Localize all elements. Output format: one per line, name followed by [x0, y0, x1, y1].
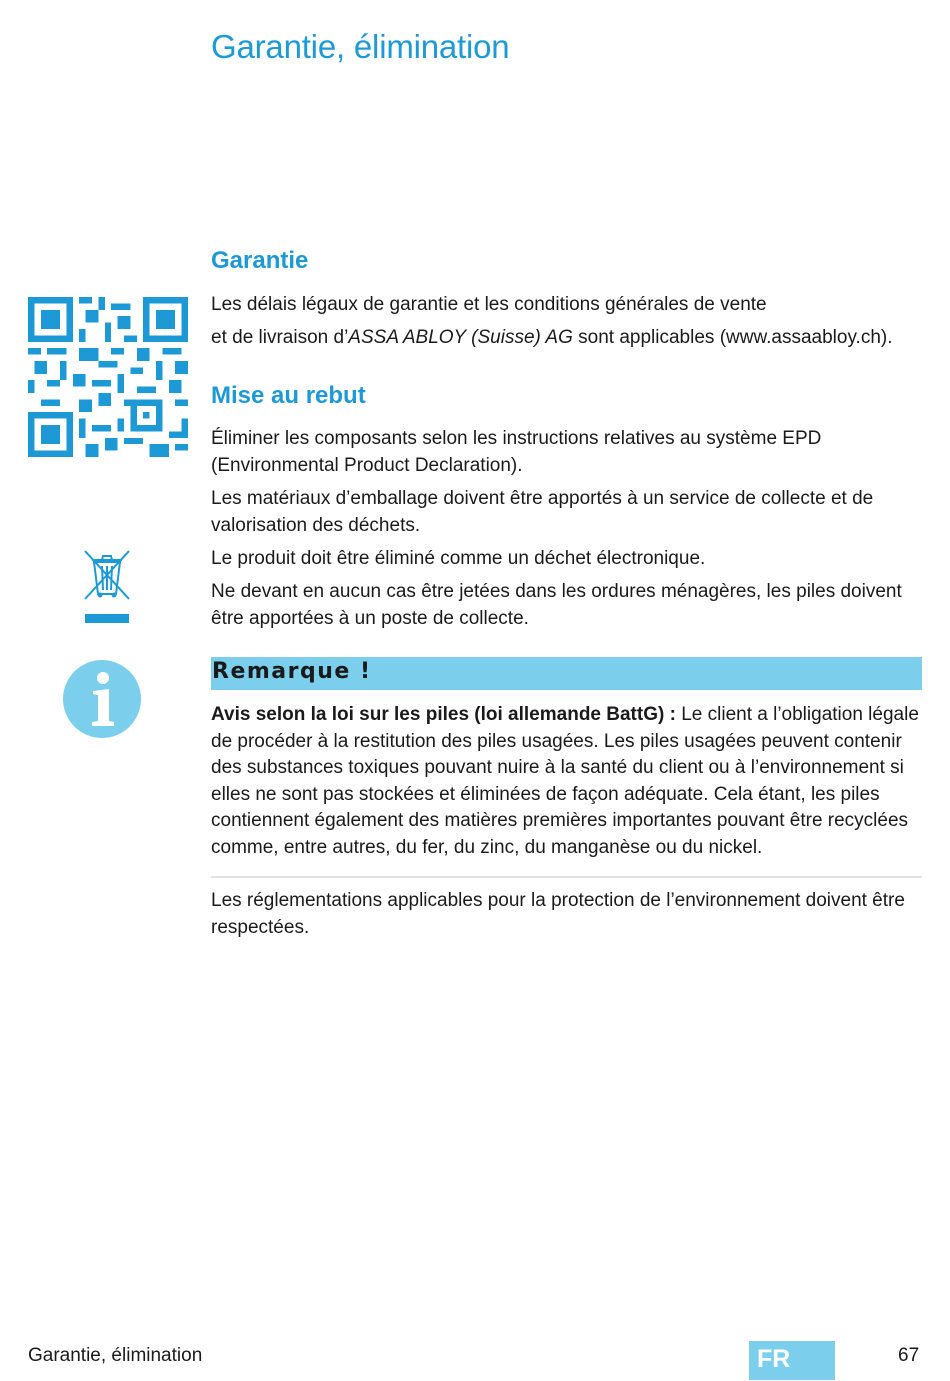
battery-law-notice: Avis selon la loi sur les piles (loi allemande BattG) : Le client a l’obligation légale de procéder à la restitution des piles usagées. Les piles usagées peuvent contenir des substances toxiques pouvant nuire à la santé du client ou à l’environnement si elles ne sont pas stockées et éliminées de façon adéquate. Cela étant, les piles contiennent également des matières premières importantes pouvant être recyclées comme, entre autres, du fer, du zinc, du manganèse ou du nickel.	[211, 704, 919, 858]
closing-paragraph: Les réglementations applicables pour la protection de l’environnement doivent être respectées.	[211, 890, 905, 938]
page-title: Garantie, élimination	[211, 28, 510, 65]
disposal-paragraph-epd: Éliminer les composants selon les instructions relatives au système EPD (Environmental Product Declaration).	[211, 428, 822, 476]
disposal-paragraph-batteries: Ne devant en aucun cas être jetées dans les ordures ménagères, les piles doivent être apportées à un poste de collecte.	[211, 581, 902, 629]
company-name: ASSA ABLOY (Suisse) AG	[348, 327, 573, 348]
footer-section-title: Garantie, élimination	[28, 1345, 203, 1366]
info-icon	[62, 659, 142, 739]
divider	[211, 876, 922, 878]
page-number: 67	[898, 1345, 920, 1366]
disposal-paragraph-packaging: Les matériaux d’emballage doivent être apportés à un service de collecte et de valorisation des déchets.	[211, 488, 874, 536]
weee-bin-icon	[82, 548, 132, 626]
garantie-heading: Garantie	[211, 247, 309, 274]
garantie-line-2: et de livraison d’ASSA ABLOY (Suisse) AG sont applicables (www.assaabloy.ch).	[211, 327, 893, 348]
battery-law-lead: Avis selon la loi sur les piles (loi allemande BattG) :	[211, 704, 676, 725]
disposal-paragraph-electronic: Le produit doit être éliminé comme un déchet électronique.	[211, 548, 706, 569]
language-label: FR	[757, 1345, 791, 1373]
qr-code-icon	[28, 297, 188, 457]
remark-title: Remarque !	[212, 659, 372, 684]
mise-au-rebut-heading: Mise au rebut	[211, 382, 366, 409]
garantie-line-1: Les délais légaux de garantie et les conditions générales de vente	[211, 294, 767, 315]
